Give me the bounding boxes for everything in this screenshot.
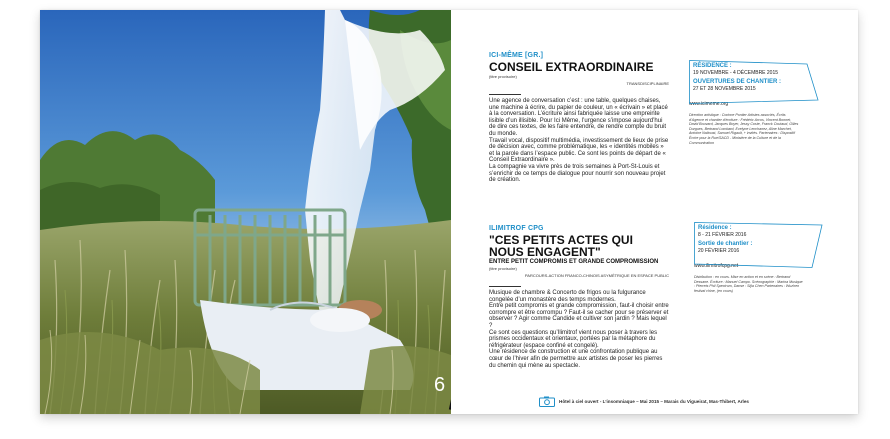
article-conseil-extraordinaire — [489, 52, 669, 184]
section-rule — [489, 94, 521, 95]
provisional-label: (titre provisoire) — [489, 74, 517, 79]
residence-dates: 19 NOVEMBRE - 4 DÉCEMBRE 2015 — [693, 70, 779, 76]
residence-box — [689, 60, 819, 97]
residence-dates: 8 - 21 FÉVRIER 2016 — [698, 232, 747, 238]
paragraph: Ce sont ces questions qu’Ilimitrof vient nous poser à travers les prismes occidentaux et orientaux, portées par la métaphore du réfrigérateur (espace confiné et congelé). — [489, 329, 658, 349]
article-title: CONSEIL EXTRAORDINAIRE — [489, 60, 654, 74]
photo-illustration — [40, 10, 451, 414]
opening-dates: 27 ET 28 NOVEMBRE 2015 — [693, 86, 756, 92]
paragraph: La compagnie va vivre près de trois semaines à Port-St-Louis et s’enrichir de ce temps de dialogue pour nourrir son nouveau projet de création. — [489, 163, 666, 184]
paragraph: Musique de chambre & Concerto de frigos ou la fulgurance congelée d’un monastère des temps modernes. — [489, 290, 646, 303]
magazine-spread — [40, 10, 858, 414]
photo-bed-in-grass — [40, 10, 451, 414]
article-1-info — [689, 60, 819, 145]
website-link[interactable]: www.icimeme.org — [689, 101, 729, 107]
residence-label: Résidence : — [698, 225, 732, 231]
article-2-info — [694, 222, 824, 293]
page-number-left: 6 — [434, 374, 446, 396]
article-body — [489, 290, 669, 369]
text-page — [451, 10, 858, 414]
credits-text: Distribution : en cours. Mise en action et en scène : Bertrand Dessane. Écriture : Manuel Campo. Scénographie : Marina Musique : Pierrets Phil Spectrum, Danse : Sijia Chen Partenaires : Wuzhen festival chine, (en cours) — [694, 275, 803, 293]
category-label: TRANSDISCIPLINAIRE — [626, 81, 669, 86]
paragraph: Une résidence de construction et une confrontation publique au cœur de l’hiver afin de permettre aux artistes de poser les pierres du chemin qui mène au spectacle. — [489, 349, 663, 369]
category-label: PARCOURS-ACTION FRANCO-CHINOIS ASYMÉTRIQUE EN ESPACE PUBLIC — [524, 273, 669, 278]
company-name: ICI-MÊME [GR.] — [489, 52, 544, 59]
paragraph: Entre petit compromis et grande compromission, faut-il choisir entre corrompre et être corrompu ? Faut-il se cacher pour se préserver et observer ? Agir comme Candide et cultiver son jardin ? Mais lequel ? — [489, 303, 669, 329]
residence-box — [694, 222, 824, 259]
paragraph: Une agence de conversation c’est : une table, quelques chaises, une machine à écrire, du papier de couleur, un « écrivain » et placé à la conversation. L’écriture ainsi fabriquée laisse une empreinte lisible d’un illisible. Pour Ici Même, l’urgence s’impose aujourd’hui de dire ces textes, de les faire entendre, de rendre compte du bruit du monde. — [489, 98, 668, 137]
company-name: ILIMITROF CPG — [489, 225, 544, 232]
opening-label: OUVERTURES DE CHANTIER : — [693, 79, 782, 85]
article-ces-petits-actes — [489, 225, 669, 369]
provisional-label: (titre provisoire) — [489, 266, 517, 271]
camera-icon — [539, 396, 555, 407]
opening-dates: 20 FÉVRIER 2016 — [698, 248, 740, 254]
credits-text: Direction artistique : Corinne Pontier Artistes associés, Écrits d’Agence et chantier d’écriture : Frédéric Arcos, Vincent Bonnet, David Bouvard, Jacques Boyer, Jessy Coste, Franck Coutaud, Gilles Durgues, Bertrand Lombard, Evelyne Lenchanez, Aline Marchet, Antoine Naltoust, Samuel Rigault, + invités. Partenaires : Dispositif Écrire pour la Rue/SACD - Ministère de la Culture et de la Communication — [689, 113, 799, 145]
website-link[interactable]: www.ilimitrofcpg.net — [694, 263, 739, 269]
opening-label: Sortie de chantier : — [698, 241, 753, 247]
section-rule — [489, 286, 521, 287]
article-subtitle: ENTRE PETIT COMPROMIS ET GRANDE COMPROMISSION — [489, 259, 659, 265]
article-title: "CES PETITS ACTES QUI NOUS ENGAGENT" — [489, 233, 633, 259]
paragraph: Travail vocal, dispositif multimédia, investissement de lieux de prise de décision avec, comme problématique, les « identités mobiles » et la parole dans l’espace public. Ce sont les points de départ de « Conseil Extraordinaire ». — [489, 137, 669, 164]
footer-caption: Hôtel à ciel ouvert - L’insomniaque – Mai 2015 – Marais du Vigueirat, Mas-Thibert, Arles — [559, 399, 749, 404]
residence-label: RÉSIDENCE : — [693, 63, 732, 69]
article-body — [489, 98, 669, 184]
